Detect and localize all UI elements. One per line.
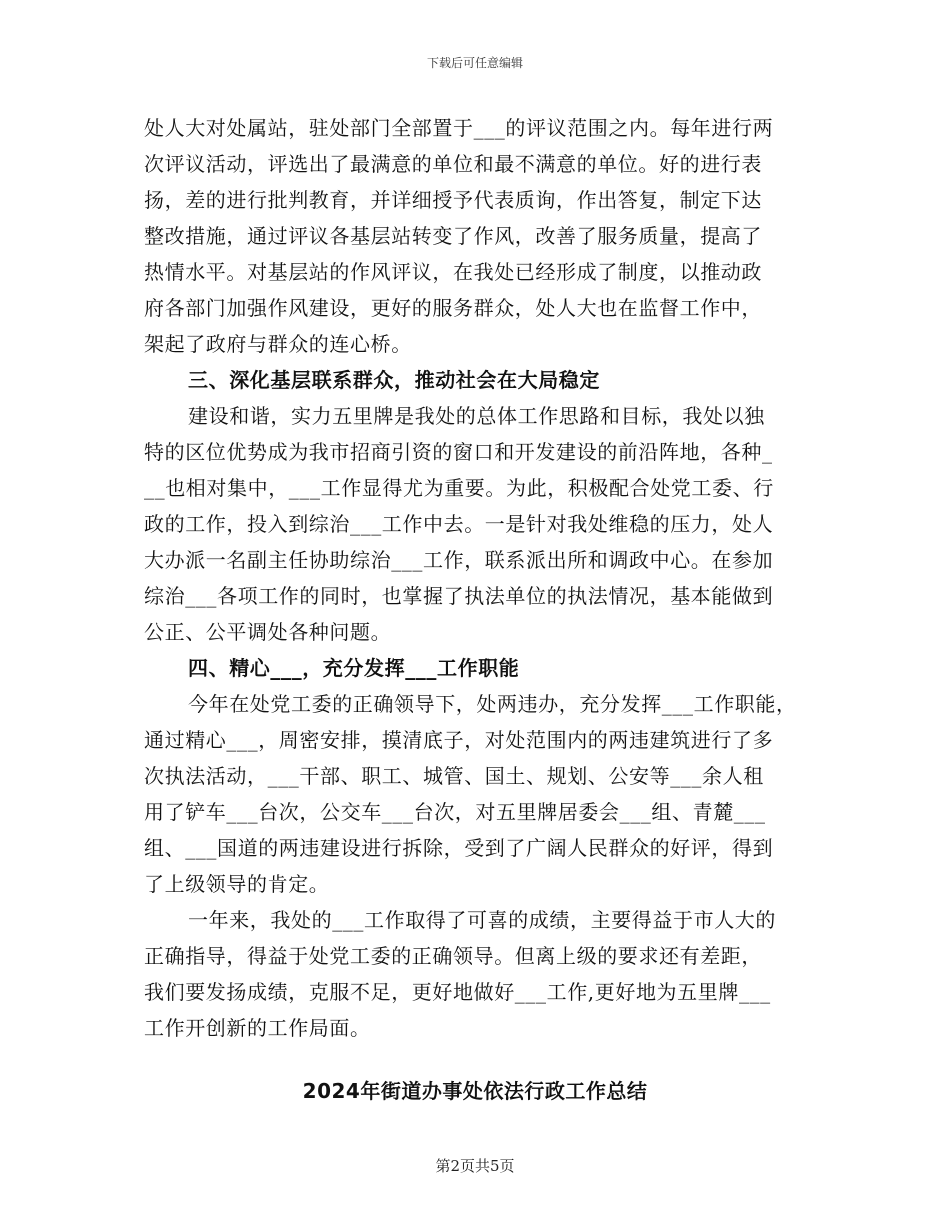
body-line: 整改措施，通过评议各基层站转变了作风，改善了服务质量，提高了 [144, 224, 762, 248]
body-line: 特的区位优势成为我市招商引资的窗口和开发建设的前沿阵地，各种_ [144, 440, 773, 464]
body-line: 一年来，我处的___工作取得了可喜的成绩，主要得益于市人大的 [188, 908, 776, 932]
body-line: 建设和谐，实力五里牌是我处的总体工作思路和目标，我处以独 [188, 404, 765, 428]
body-line: 架起了政府与群众的连心桥。 [144, 332, 412, 356]
body-line: 政的工作，投入到综治___工作中去。一是针对我处维稳的压力，处人 [144, 512, 774, 536]
body-line: __也相对集中，___工作显得尤为重要。为此，积极配合处党工委、行 [144, 476, 774, 500]
body-line: 府各部门加强作风建设，更好的服务群众，处人大也在监督工作中， [144, 296, 762, 320]
body-line: 我们要发扬成绩，克服不足，更好地做好___工作,更好地为五里牌___ [144, 980, 771, 1004]
page-footer: 第2页共5页 [435, 1157, 515, 1175]
body-line: 用了铲车___台次，公交车___台次，对五里牌居委会___组、青麓___ [144, 800, 766, 824]
body-line: 公正、公平调处各种问题。 [144, 620, 392, 644]
body-line: 组、___国道的两违建设进行拆除，受到了广阔人民群众的好评，得到 [144, 836, 774, 860]
body-line: 热情水平。对基层站的作风评议，在我处已经形成了制度，以推动政 [144, 260, 762, 284]
body-line: 通过精心___，周密安排，摸清底子，对处范围内的两违建筑进行了多 [144, 728, 774, 752]
body-line: 综治___各项工作的同时，也掌握了执法单位的执法情况，基本能做到 [144, 584, 774, 608]
body-line: 次执法活动，___干部、职工、城管、国土、规划、公安等___余人租 [144, 764, 764, 788]
document-body [144, 110, 824, 1046]
body-line: 工作开创新的工作局面。 [144, 1016, 371, 1040]
body-line: 了上级领导的肯定。 [144, 872, 330, 896]
section-heading-4: 四、精心___，充分发挥___工作职能 [188, 656, 520, 680]
body-line: 处人大对处属站，驻处部门全部置于___的评议范围之内。每年进行两 [144, 116, 774, 140]
body-line: 今年在处党工委的正确领导下，处两违办，充分发挥___工作职能， [188, 692, 797, 716]
page-header-note: 下载后可任意编辑 [426, 56, 523, 70]
body-line: 正确指导，得益于处党工委的正确领导。但离上级的要求还有差距， [144, 944, 762, 968]
body-line: 次评议活动，评选出了最满意的单位和最不满意的单位。好的进行表 [144, 152, 762, 176]
body-line: 扬，差的进行批判教育，并详细授予代表质询，作出答复，制定下达 [144, 188, 762, 212]
next-document-title: 2024年街道办事处依法行政工作总结 [302, 1079, 648, 1103]
body-line: 大办派一名副主任协助综治___工作，联系派出所和调政中心。在参加 [144, 548, 774, 572]
section-heading-3: 三、深化基层联系群众，推动社会在大局稳定 [188, 368, 600, 392]
